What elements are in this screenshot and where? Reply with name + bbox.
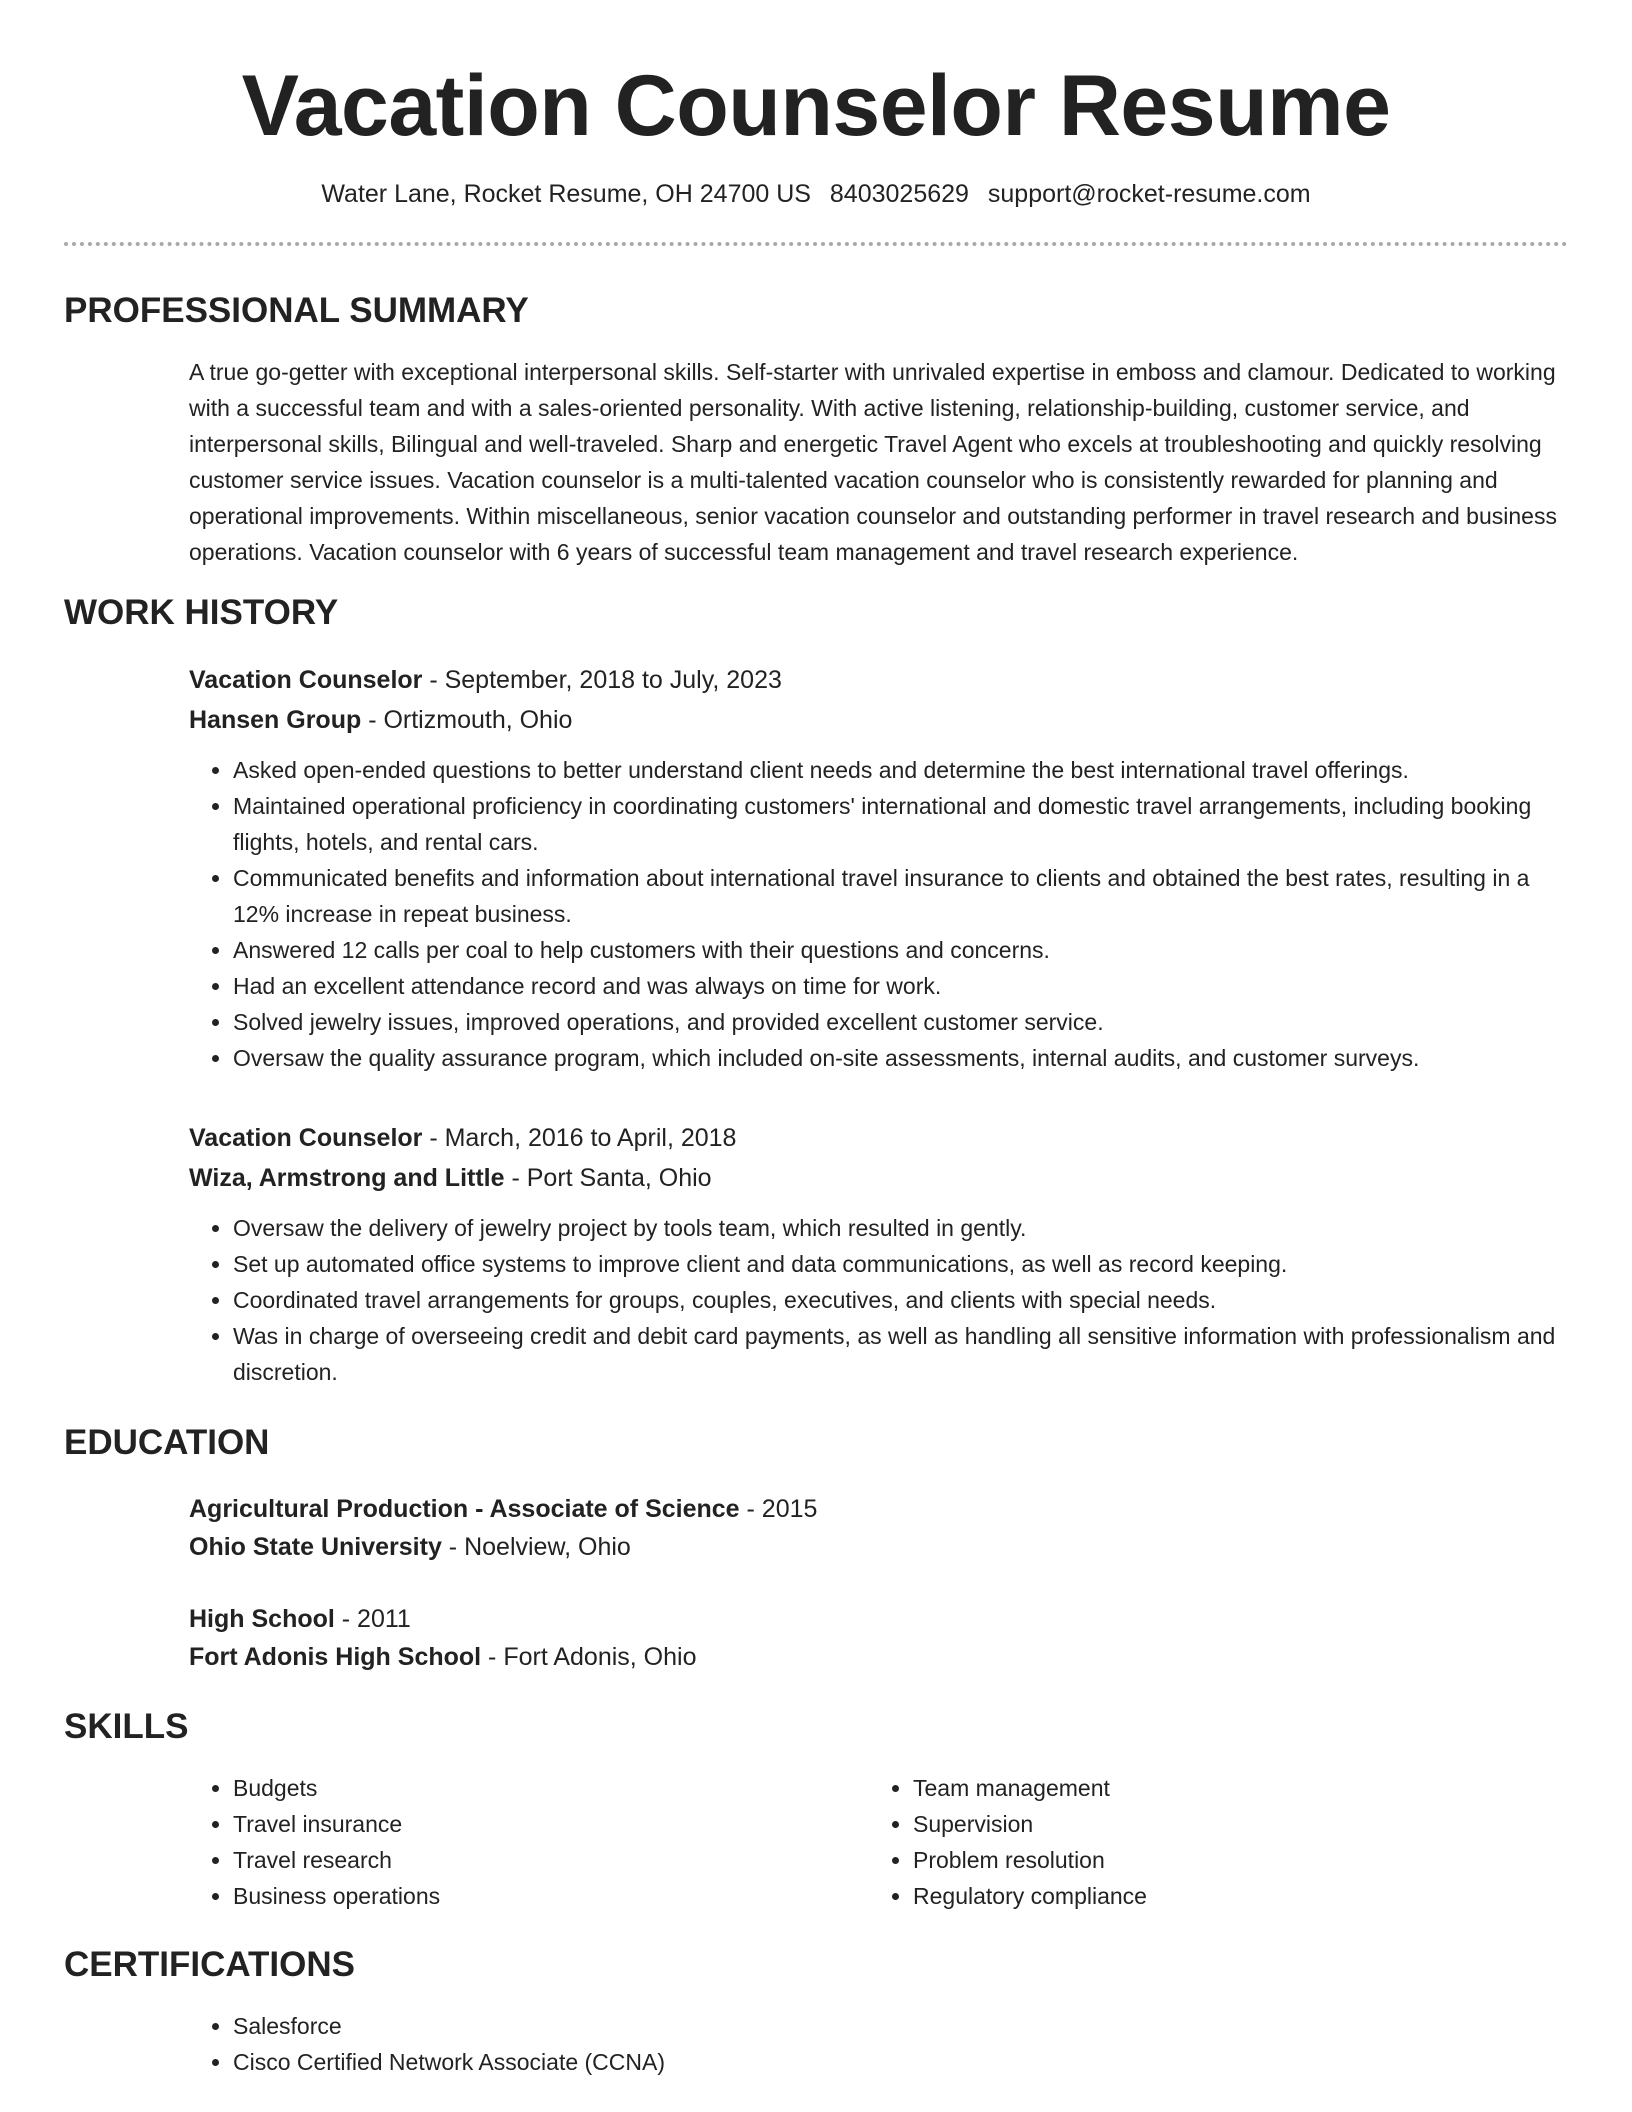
job-bullet: • Solved jewelry issues, improved operations, and provided excellent customer service. [233,1004,1568,1040]
job-company-line [189,700,1568,740]
job-title-line [189,660,1568,700]
job-entry [189,1118,1568,1390]
resume-title: Vacation Counselor Resume [241,58,1391,154]
section-heading-work-history: WORK HISTORY [64,593,339,632]
job-location: - Ortizmouth, Ohio [361,706,573,734]
job-company: Wiza, Armstrong and Little [189,1164,505,1192]
education-entry [189,1490,1568,1566]
certification-item: • Salesforce [233,2008,1568,2044]
job-bullet: • Had an excellent attendance record and was always on time for work. [233,968,1568,1004]
education-year: - 2015 [739,1495,818,1523]
education-school: Ohio State University [189,1533,442,1561]
education-year: - 2011 [334,1605,411,1633]
education-school-line [189,1528,1568,1566]
skill-item: • Regulatory compliance [913,1878,1549,1914]
summary-text: A true go-getter with exceptional interpersonal skills. Self-starter with unrivaled expertise in emboss and clamour. Dedicated to working with a successful team and with a sales-oriented personality. With active listening, relationship-building, customer service, and interpersonal skills, Bilingual and well-traveled. Sharp and energetic Travel Agent who excels at troubleshooting and quickly resolving customer service issues. Vacation counselor is a multi-talented vacation counselor who is consistently rewarded for planning and operational improvements. Within miscellaneous, senior vacation counselor and outstanding performer in travel research and business operations. Vacation counselor with 6 years of successful team management and travel research experience. [189,359,1557,565]
section-heading-certifications: CERTIFICATIONS [64,1945,356,1984]
job-bullet-list [189,752,1568,1076]
section-heading-skills: SKILLS [64,1707,189,1746]
skill-item: • Travel research [233,1842,869,1878]
job-bullet: • Communicated benefits and information about international travel insurance to clients and obtained the best rates, resulting in a 12% increase in repeat business. [233,860,1568,932]
job-company: Hansen Group [189,706,362,734]
education-school: Fort Adonis High School [189,1643,482,1671]
education-entry [189,1600,1568,1676]
job-entry [189,660,1568,1076]
job-bullet: • Was in charge of overseeing credit and debit card payments, as well as handling all sensitive information with professionalism and discretion. [233,1318,1568,1390]
job-title: Vacation Counselor [189,666,423,694]
certification-list [189,2008,1568,2080]
certification-list-wrapper [189,2008,1568,2080]
skill-item: • Business operations [233,1878,869,1914]
job-bullet: • Oversaw the delivery of jewelry project by tools team, which resulted in gently. [233,1210,1568,1246]
job-company-line [189,1158,1568,1198]
contact-email: support@rocket-resume.com [987,180,1311,208]
education-degree-line [189,1600,1568,1638]
job-title-line [189,1118,1568,1158]
job-dates: - March, 2016 to April, 2018 [422,1124,737,1152]
education-degree: Agricultural Production - Associate of Science [189,1495,740,1523]
job-bullet-list [189,1210,1568,1390]
education-degree-line [189,1490,1568,1528]
skill-item: • Travel insurance [233,1806,869,1842]
contact-line [64,178,1568,210]
job-dates: - September, 2018 to July, 2023 [422,666,782,694]
skill-item: • Supervision [913,1806,1549,1842]
job-bullet: • Set up automated office systems to improve client and data communications, as well as record keeping. [233,1246,1568,1282]
job-bullet: • Answered 12 calls per coal to help customers with their questions and concerns. [233,932,1568,968]
education-location: - Fort Adonis, Ohio [481,1643,697,1671]
skills-grid [189,1770,1568,1914]
section-heading-summary: PROFESSIONAL SUMMARY [64,291,529,330]
skills-column-right [869,1770,1549,1914]
education-degree: High School [189,1605,335,1633]
job-bullet: • Oversaw the quality assurance program, which included on-site assessments, internal audits, and customer surveys. [233,1040,1568,1076]
job-bullet: • Maintained operational proficiency in coordinating customers' international and domestic travel arrangements, including booking flights, hotels, and rental cars. [233,788,1568,860]
resume-page [64,0,1568,2080]
section-heading-education: EDUCATION [64,1423,270,1462]
contact-address: Water Lane, Rocket Resume, OH 24700 US [321,180,811,208]
job-location: - Port Santa, Ohio [504,1164,712,1192]
contact-phone: 8403025629 [829,180,969,208]
skill-item: • Budgets [233,1770,869,1806]
header-divider [64,242,1568,246]
skill-item: • Team management [913,1770,1549,1806]
job-bullet: • Asked open-ended questions to better understand client needs and determine the best international travel offerings. [233,752,1568,788]
skill-item: • Problem resolution [913,1842,1549,1878]
job-bullet: • Coordinated travel arrangements for groups, couples, executives, and clients with special needs. [233,1282,1568,1318]
education-school-line [189,1638,1568,1676]
education-location: - Noelview, Ohio [441,1533,631,1561]
certification-item: • Cisco Certified Network Associate (CCNA) [233,2044,1568,2080]
job-title: Vacation Counselor [189,1124,423,1152]
skills-column-left [189,1770,869,1914]
